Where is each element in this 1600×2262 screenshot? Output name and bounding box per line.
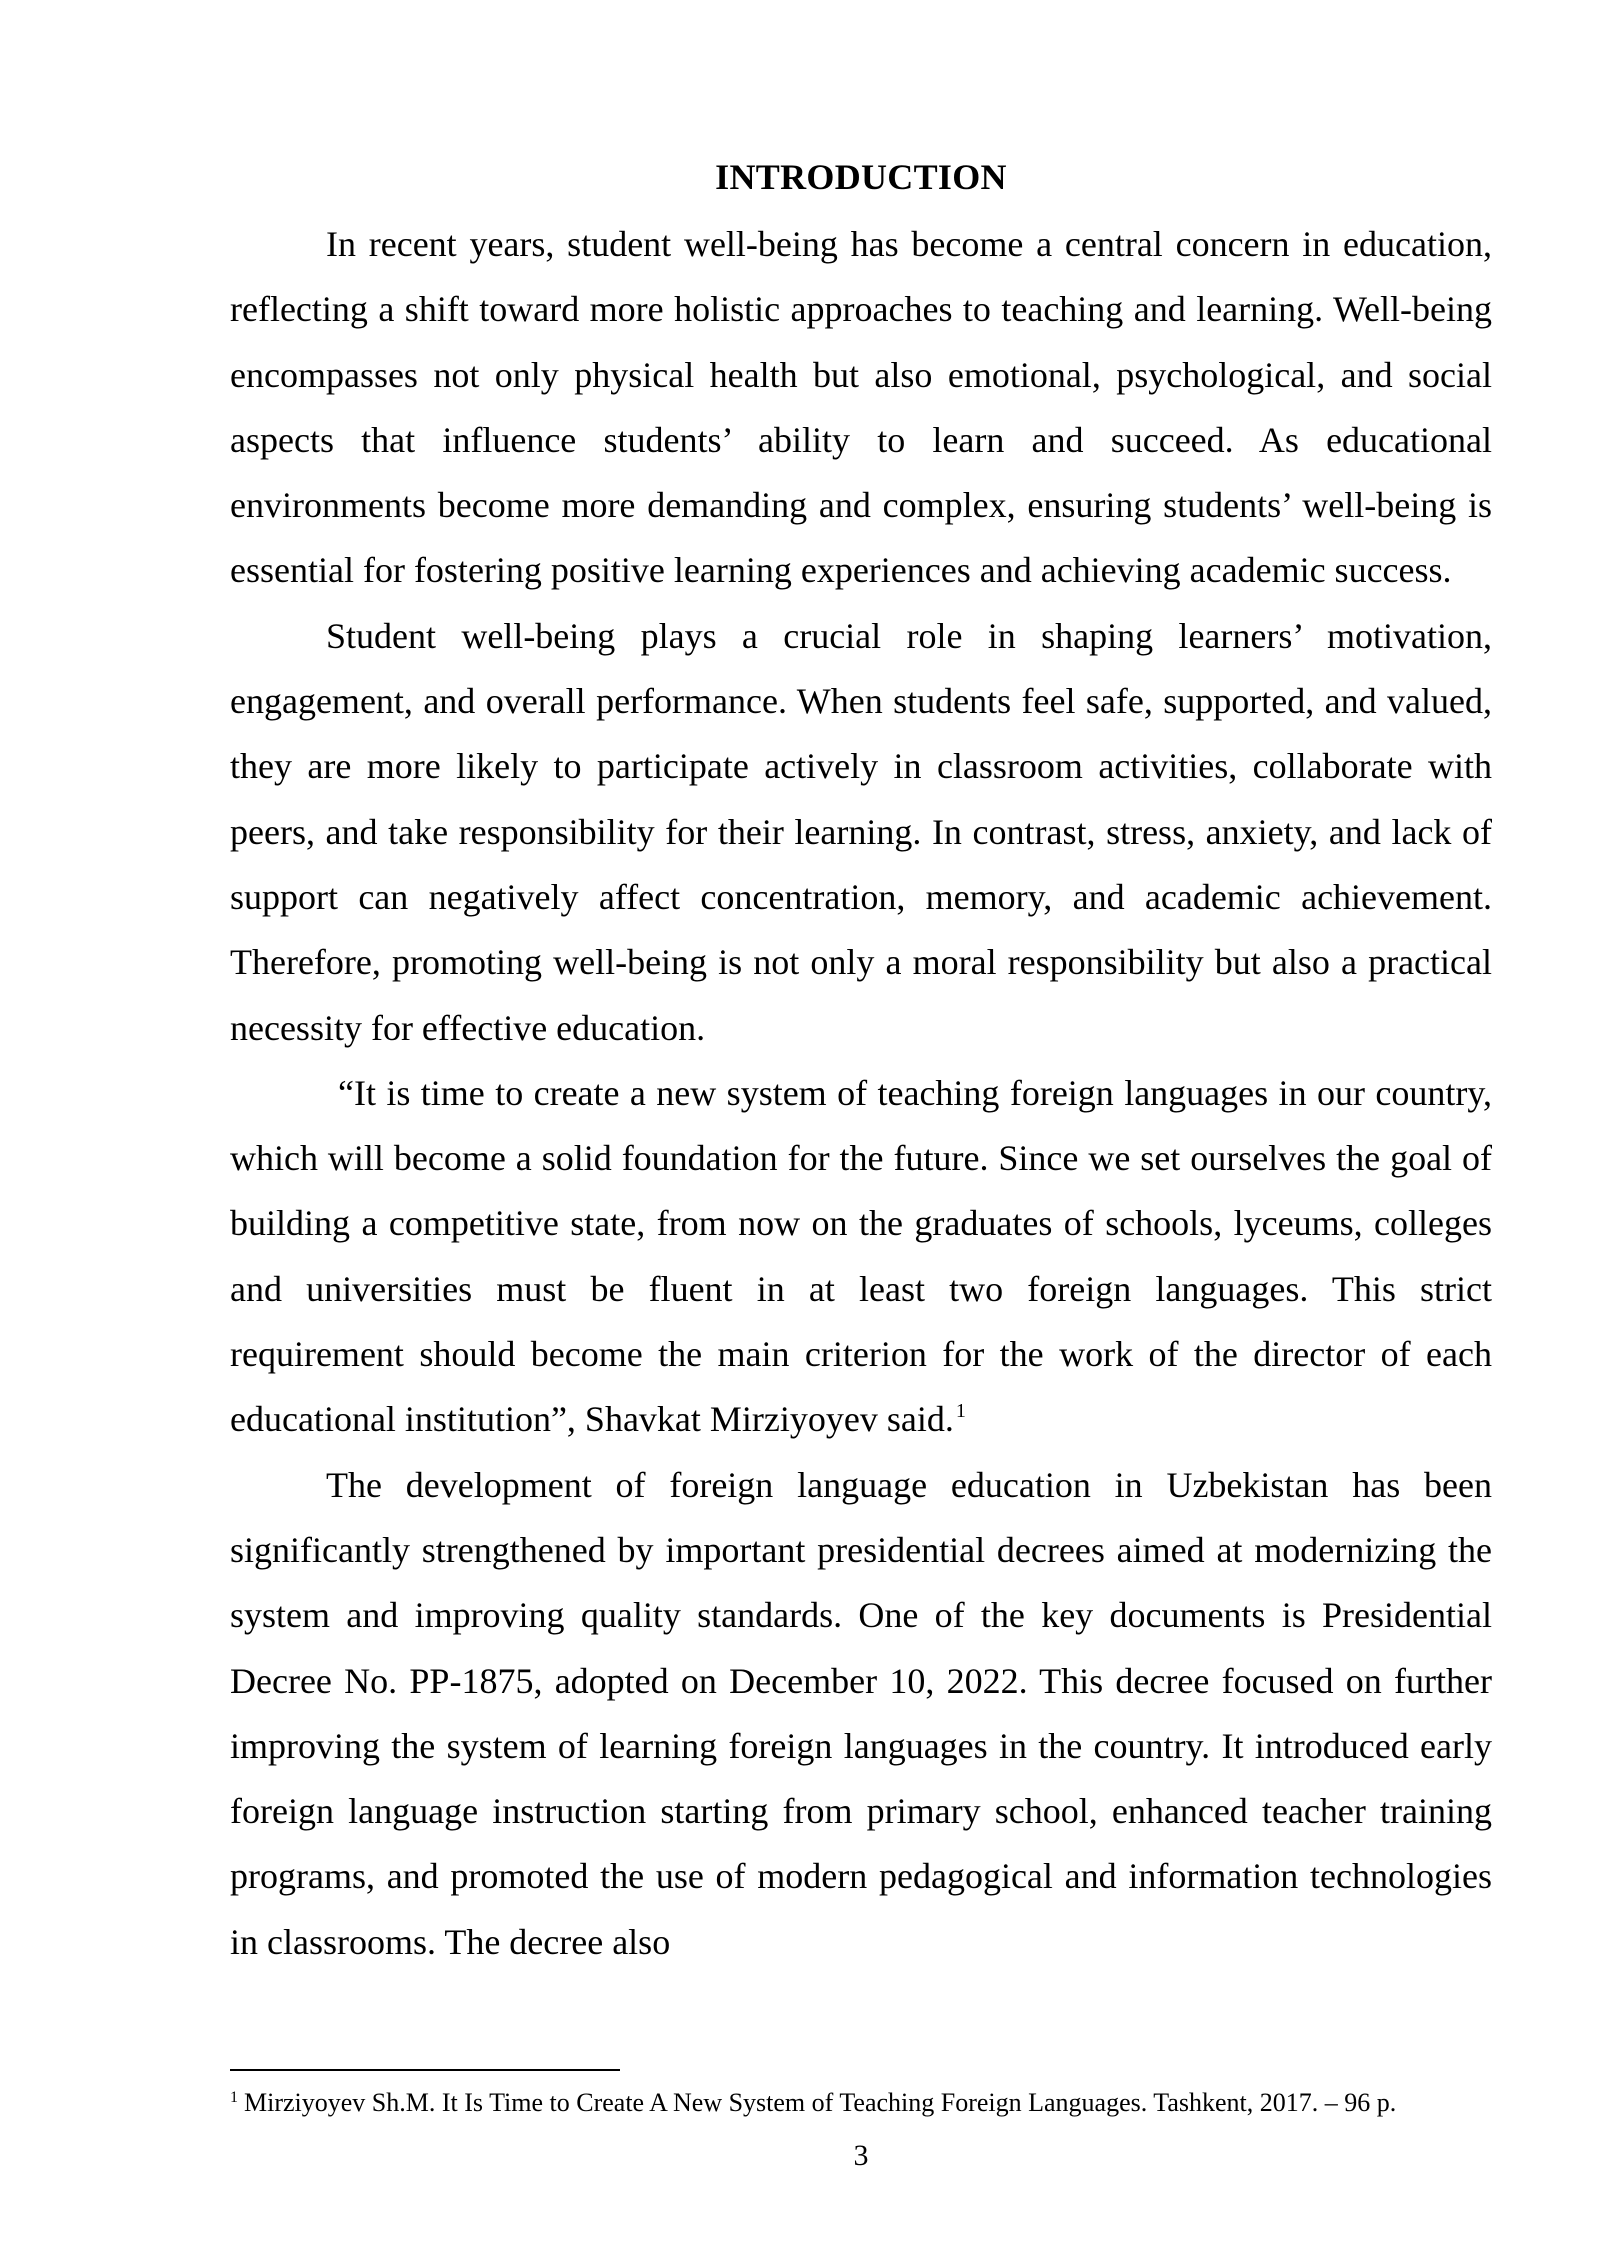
paragraph-3-quote: [230, 1061, 1492, 1453]
footnote-marker: 1: [230, 2089, 238, 2106]
page-number: 3: [853, 2139, 869, 2172]
footnote-divider: [230, 2069, 620, 2071]
footnote: [230, 2086, 1492, 2120]
body-text: [230, 148, 1492, 1975]
paragraph-2: Student well-being plays a crucial role in shaping learners’ motivation, engagement, and overall performance. When students feel safe, supported, and valued, they are more likely to participate actively in classroom activities, collaborate with peers, and take responsibility for their learning. In contrast, stress, anxiety, and lack of support can negatively affect concentration, memory, and academic achievement. Therefore, promoting well-being is not only a moral responsibility but also a practical necessity for effective education.: [230, 615, 1492, 1048]
footnote-reference[interactable]: 1: [955, 1400, 966, 1423]
section-title: INTRODUCTION: [715, 157, 1007, 197]
quote-text: “It is time to create a new system of teaching foreign languages in our country, which will become a solid foundation for the future. Since we set ourselves the goal of building a competitive state, from now on the graduates of schools, lyceums, colleges and universities must be fluent in at least two foreign languages. This strict requirement should become the main criterion for the work of the director of each educational institution”, Shavkat Mirziyoyev said.: [230, 1072, 1492, 1440]
paragraph-4: The development of foreign language education in Uzbekistan has been significantly strengthened by important presidential decrees aimed at modernizing the system and improving quality standards. One of the key documents is Presidential Decree No. PP-1875, adopted on December 10, 2022. This decree focused on further improving the system of learning foreign languages in the country. It introduced early foreign language instruction starting from primary school, enhanced teacher training programs, and promoted the use of modern pedagogical and information technologies in classrooms. The decree also: [230, 1464, 1492, 1962]
footnote-text: Mirziyoyev Sh.M. It Is Time to Create A New System of Teaching Foreign Languages. Tashkent, 2017. – 96 p.: [244, 2088, 1397, 2117]
paragraph-1: In recent years, student well-being has become a central concern in education, reflecting a shift toward more holistic approaches to teaching and learning. Well-being encompasses not only physical health but also emotional, psychological, and social aspects that influence students’ ability to learn and succeed. As educational environments become more demanding and complex, ensuring students’ well-being is essential for fostering positive learning experiences and achieving academic success.: [230, 224, 1492, 591]
